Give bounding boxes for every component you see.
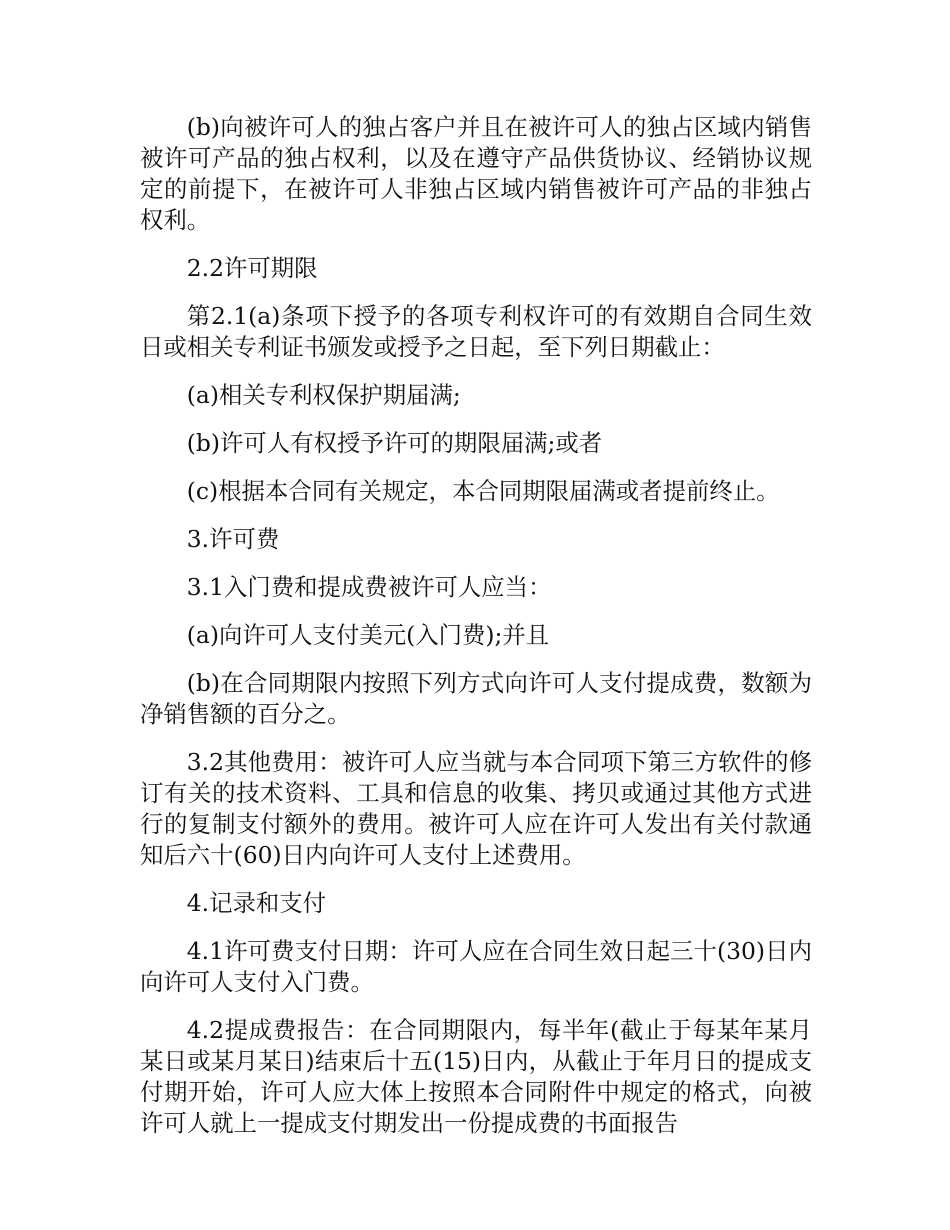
list-item-a-patent-expiry: (a)相关专利权保护期届满; — [186, 381, 461, 409]
heading-entry-and-royalty-fees: 3.1入门费和提成费被许可人应当： — [186, 573, 552, 601]
paragraph-license-validity: 第2.1(a)条项下授予的各项专利权许可的有效期自合同生效日或相关专利证书颁发或授予之日起，至下列日期截止： — [140, 302, 812, 361]
list-item-c-contract-termination: (c)根据本合同有关规定，本合同期限届满或者提前终止。 — [186, 477, 780, 505]
heading-license-term: 2.2许可期限 — [186, 254, 318, 282]
list-item-b-license-expiry: (b)许可人有权授予许可的期限届满;或者 — [186, 429, 603, 457]
paragraph-other-fees: 3.2其他费用：被许可人应当就与本合同项下第三方软件的修订有关的技术资料、工具和信息的收集、拷贝或通过其他方式进行的复制支付额外的费用。被许可人应在许可人发出有关付款通知后六十(60)日内向许可人支付上述费用。 — [140, 748, 812, 869]
paragraph-royalty-report: 4.2提成费报告：在合同期限内，每半年(截止于每某年某月某日或某月某日)结束后十五(15)日内，从截止于年月日的提成支付期开始，许可人应大体上按照本合同附件中规定的格式，向被许可人就上一提成支付期发出一份提成费的书面报告 — [140, 1016, 812, 1137]
heading-records-and-payment: 4.记录和支付 — [186, 889, 327, 917]
heading-license-fees: 3.许可费 — [186, 525, 280, 553]
document-page — [140, 112, 812, 1156]
list-item-a-entry-fee: (a)向许可人支付美元(入门费);并且 — [186, 621, 550, 649]
paragraph-payment-date: 4.1许可费支付日期：许可人应在合同生效日起三十(30)日内向许可人支付入门费。 — [140, 937, 812, 996]
list-item-b-royalty-fee: (b)在合同期限内按照下列方式向许可人支付提成费，数额为净销售额的百分之。 — [140, 669, 812, 728]
paragraph-exclusive-rights: (b)向被许可人的独占客户并且在被许可人的独占区域内销售被许可产品的独占权利，以及在遵守产品供货协议、经销协议规定的前提下，在被许可人非独占区域内销售被许可产品的非独占权利。 — [140, 113, 812, 234]
